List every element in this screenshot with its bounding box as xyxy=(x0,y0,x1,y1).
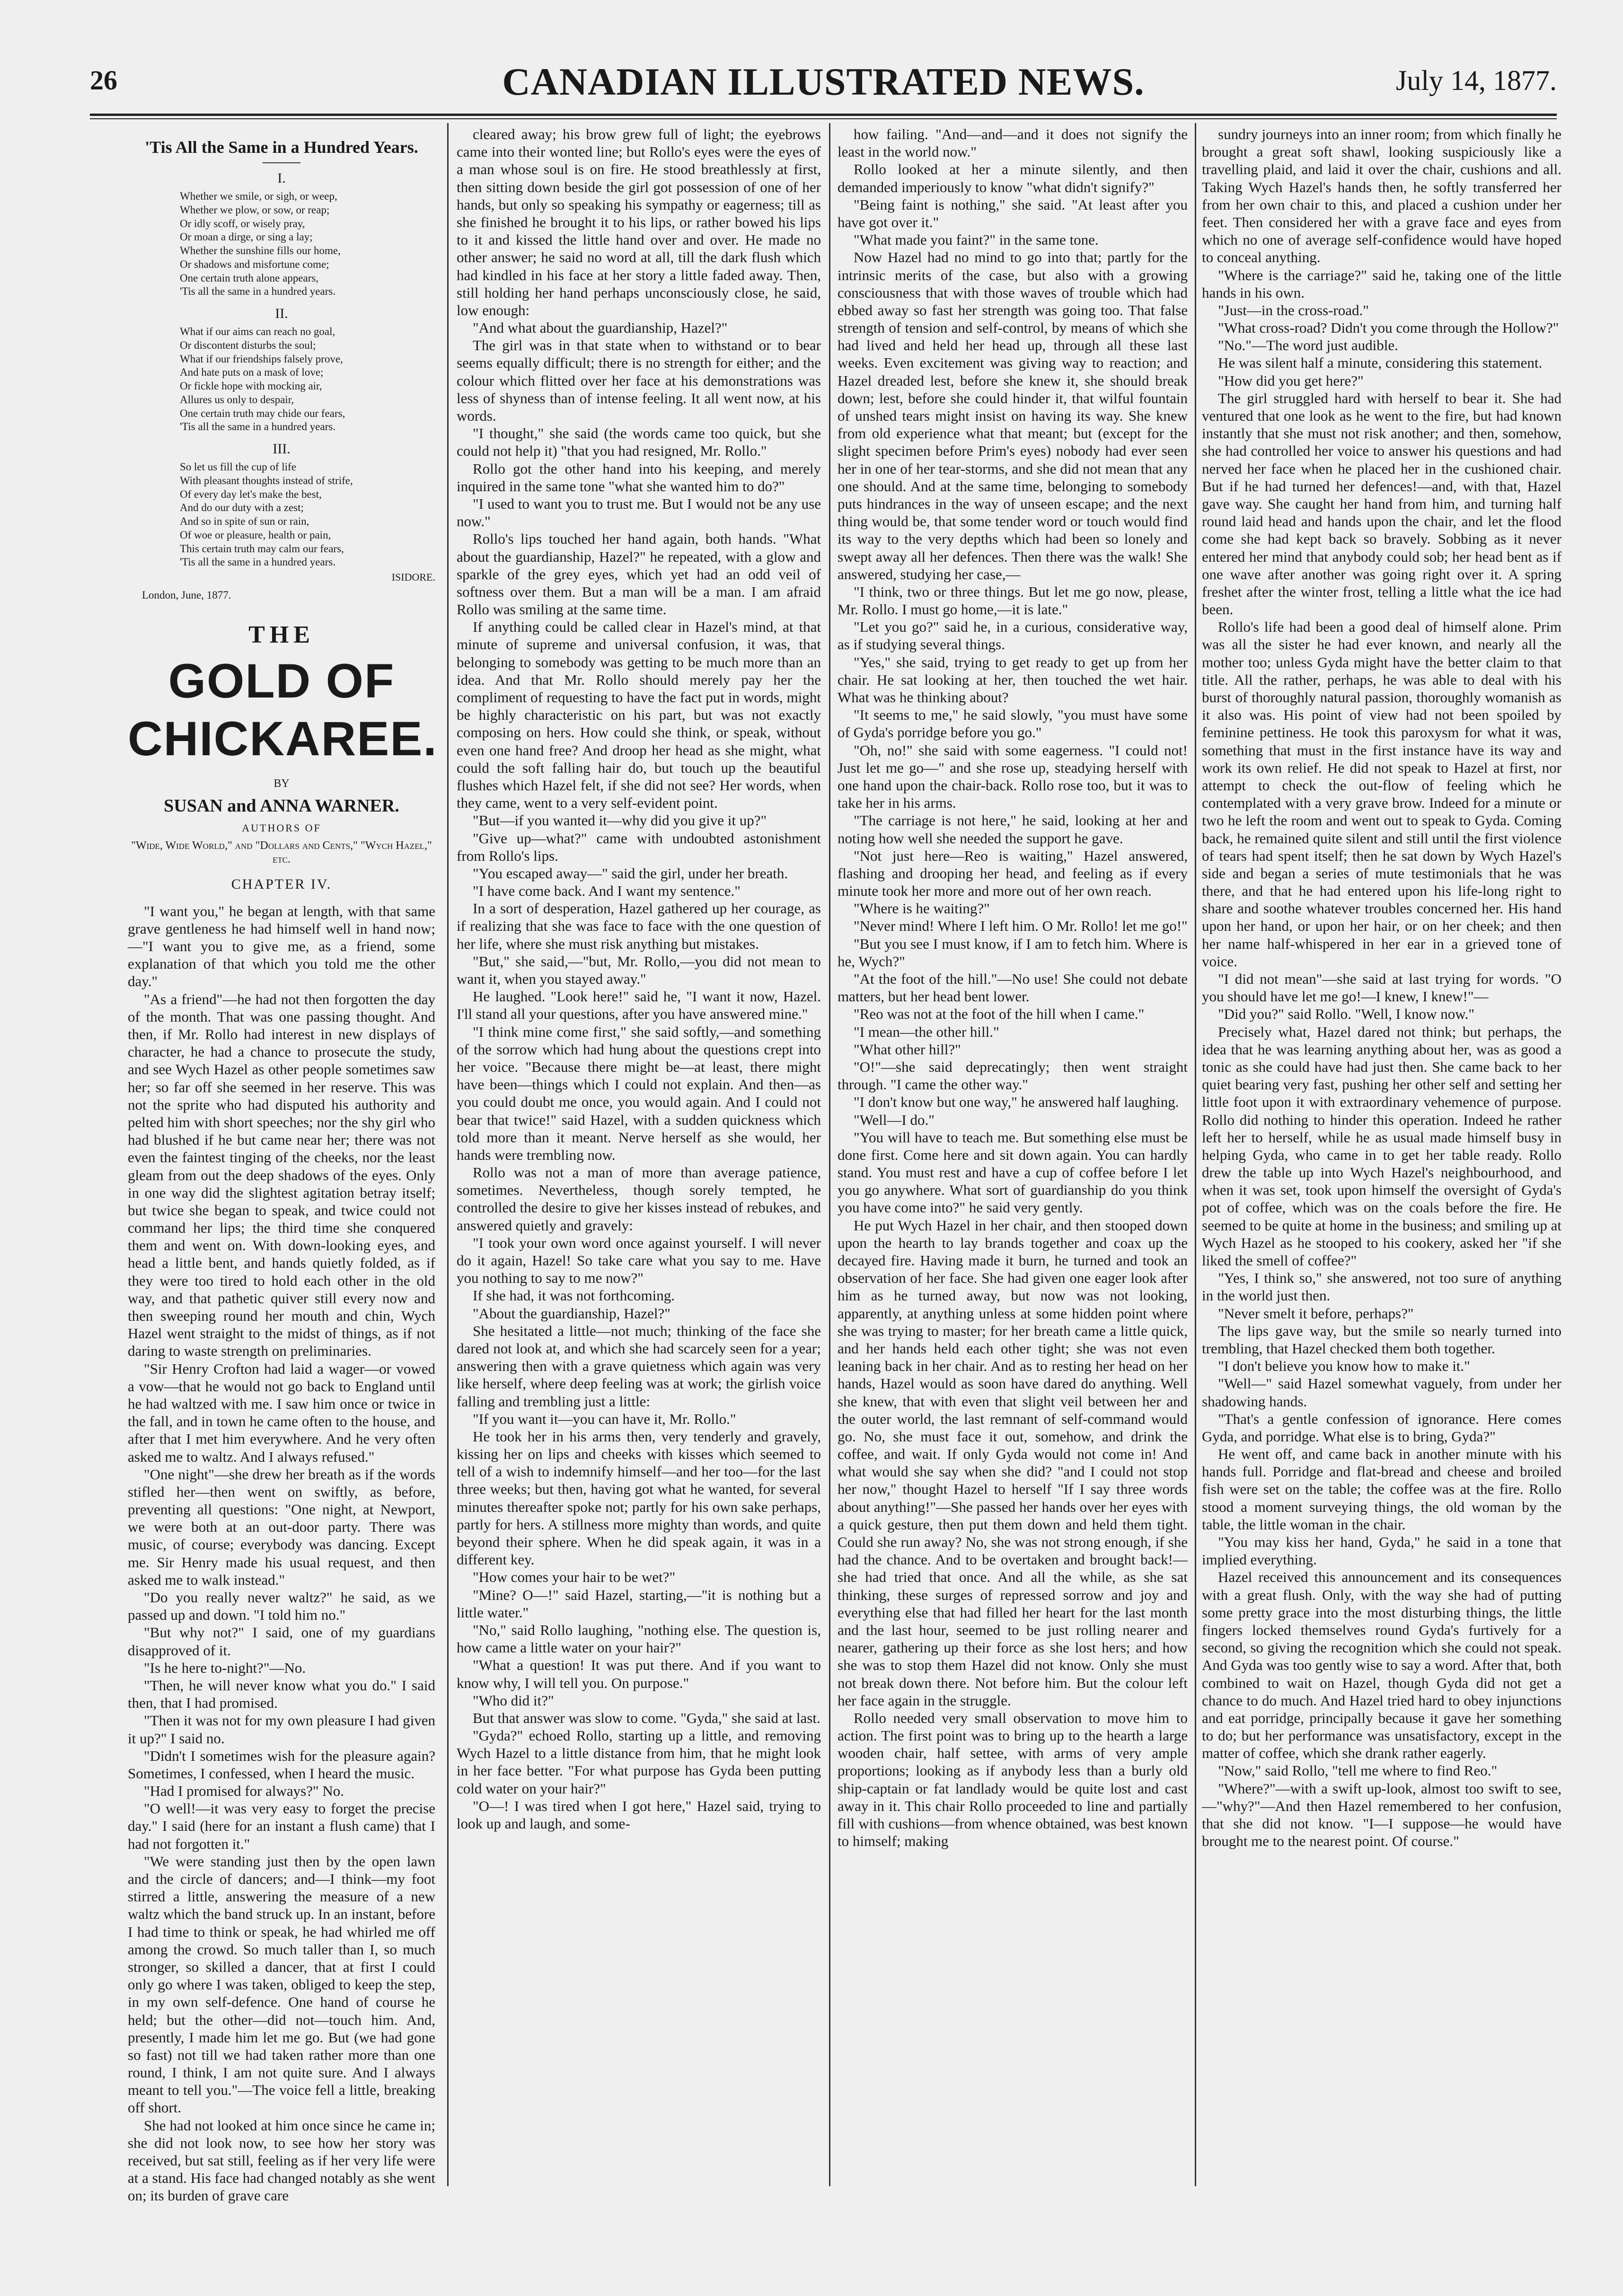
story-works: "Wide, Wide World," and "Dollars and Cents," "Wych Hazel," etc. xyxy=(131,839,432,865)
paragraph: "About the guardianship, Hazel?" xyxy=(473,1305,670,1322)
paragraph: "I thought," she said (the words came too quick, but she could not help it) "that you had resigned, Mr. Rollo." xyxy=(457,425,821,459)
column-text xyxy=(838,125,1188,1850)
story-by: BY xyxy=(273,777,290,790)
poem-line: Or shadows and misfortune come; xyxy=(180,258,329,270)
masthead-rule xyxy=(90,114,1557,116)
divider xyxy=(263,162,300,163)
poem-line: Of every day let's make the best, xyxy=(180,488,322,500)
paragraph: He was silent half a minute, considering this statement. xyxy=(1218,354,1543,371)
paragraph: He laughed. "Look here!" said he, "I want it now, Hazel. I'll stand all your questions, after you have answered mine." xyxy=(457,988,821,1023)
paragraph: If anything could be called clear in Hazel's mind, at that minute of supreme and universal confusion, it was, that belonging to somebody was getting to be much more than an idea. And that Mr. Rollo should merely pay her the compliment of requesting to have the fact put in words, might be highly characteristic on his part, but was not exactly composing on hers. How could she think, or speak, without even one hand free? And droop her head as she might, what could the soft falling hair do, but touch up the beautiful flushes which Hazel felt, if she did not see? Her words, when they came, went to a very self-evident point. xyxy=(457,618,821,812)
paragraph: "I mean—the other hill." xyxy=(854,1023,999,1040)
poem-dateline: London, June, 1877. xyxy=(142,589,231,601)
poem-stanza xyxy=(180,460,435,569)
column-4 xyxy=(1202,125,1561,2189)
paragraph: "But—if you wanted it—why did you give it up?" xyxy=(473,812,767,829)
paragraph: "Didn't I sometimes wish for the pleasure again? Sometimes, I confessed, when I heard the music. xyxy=(128,1747,435,1782)
paragraph: "You escaped away—" said the girl, under her breath. xyxy=(473,865,788,882)
paragraph: Rollo was not a man of more than average patience, sometimes. Nevertheless, though sorely tempted, he controlled the desire to give her kisses instead of rebukes, and answered quietly and gravely: xyxy=(457,1164,821,1234)
paragraph: "You will have to teach me. But something else must be done first. Come here and sit down again. You can hardly stand. You must rest and have a cup of coffee before I let you go anywhere. What sort of guardianship do you think you have come into?" he said very gently. xyxy=(838,1129,1188,1216)
column-text xyxy=(1202,125,1561,1850)
paragraph: "Well—I do." xyxy=(854,1111,935,1128)
poem-line: With pleasant thoughts instead of strife, xyxy=(180,474,353,486)
poem-section-numeral: II. xyxy=(275,306,288,322)
paragraph: "Who did it?" xyxy=(473,1692,554,1709)
paragraph: He put Wych Hazel in her chair, and then stooped down upon the hearth to lay brands together and coax up the decayed fire. Having made it burn, he turned and took an observation of her face. She had given one eager look after him as he turned away, but now was not looking, apparently, at anything unless at some hidden point where she was trying to master; for her breath came a little quick, and her hands held each other tight; she was not even leaning back in her chair. And as to resting her head on her hands, Hazel would as soon have dared do anything. Well she knew, that with even that slight veil between her and the outer world, the last remnant of self-command would go. No, she must face it out, somehow, and drink the coffee, and wait. If only Gyda would not come in! And what would she say when she did? "and I could not stop her now," thought Hazel to herself "If I say three words about anything!"—She passed her hands over her eyes with a quick gesture, then put them down and held them tight. Could she run away? No, she was not strong enough, if she had the chance. And to be overtaken and brought back!—she had tried that once. And all the while, as she sat thinking, these surges of repressed sorrow and joy and everything else that had filled her heart for the last month and the last hour, seemed to be just rolling nearer and nearer, gathering up their force as she lost hers; and how she was to stop them Hazel did not know. Only she must not break down there. Not before him. But the colour left her face again in the struggle. xyxy=(838,1217,1188,1709)
paragraph: "One night"—she drew her breath as if the words stifled her—then went on swiftly, as before, preventing all questions: "One night, at Newport, we were both at an out-door party. There was music, of course; everybody was dancing. Except me. Sir Henry made his usual request, and then asked me to walk instead." xyxy=(128,1466,435,1588)
publication-title: CANADIAN ILLUSTRATED NEWS. xyxy=(502,60,1145,103)
paragraph: "Yes, I think so," she answered, not too sure of anything in the world just then. xyxy=(1202,1270,1561,1304)
paragraph: "How comes your hair to be wet?" xyxy=(473,1569,676,1586)
column-1 xyxy=(128,125,438,2204)
poem-stanza xyxy=(180,190,435,299)
paragraph: "But why not?" I said, one of my guardians disapproved of it. xyxy=(128,1624,435,1659)
paragraph: Rollo's life had been a good deal of himself alone. Prim was all the sister he had ever known, and nearly all the mother too; unless Gyda might have the better claim to that title. All the rather, perhaps, he was able to deal with his burst of thoroughly natural passion, thoroughly womanish as it also was. His point of view had not been spoiled by feminine pettiness. He took this paroxysm for what it was, something that must in the first instance have its way and work its own relief. He did not speak to Hazel at first, nor attempt to check the out-flow of feeling which he contemplated with a very grave brow. Indeed for a minute or two he left the room and went out to speak to Gyda. Coming back, he remained quite silent and still until the first violence of tears had spent itself; then he sat down by Wych Hazel's side and began a series of mute testimonials that he was there, and that he had entered upon his life-long right to share and soothe whatever troubles concerned her. His hand upon her hand, or upon her hair, or on her cheek; and then her name half-whispered in her ear in a grieved tone of voice. xyxy=(1202,618,1561,970)
paragraph: He went off, and came back in another minute with his hands full. Porridge and flat-bread and cheese and broiled fish were set on the table; the coffee was at the fire. Rollo stood a moment surveying things, the old woman by the table, the little woman in the chair. xyxy=(1202,1446,1561,1533)
poem-line: Of woe or pleasure, health or pain, xyxy=(180,529,331,541)
column-3 xyxy=(838,125,1188,2189)
paragraph: Rollo needed very small observation to move him to action. The first point was to bring up to the hearth a large wooden chair, half settee, with arms of very ample proportions; looking as if anybody less than a burly old ship-captain or fat landlady would be quite lost and cast away in it. This chair Rollo proceeded to line and partially fill with cushions—from whence obtained, was best known to himself; making xyxy=(838,1709,1188,1850)
paragraph: She had not looked at him once since he came in; she did not look now, to see how her story was received, but sat still, feeling as if her very life were at a stand. His face had changed notably as she went on; its burden of grave care xyxy=(128,2117,435,2204)
paragraph: "It seems to me," he said slowly, "you must have some of Gyda's porridge before you go." xyxy=(838,706,1188,741)
poem-line: Or fickle hope with mocking air, xyxy=(180,380,322,392)
paragraph: "O well!—it was very easy to forget the precise day." I said (here for an instant a flush came) that I had not forgotten it." xyxy=(128,1800,435,1852)
paragraph: "At the foot of the hill."—No use! She could not debate matters, but her head bent lower. xyxy=(838,971,1188,1005)
poem-line: Or discontent disturbs the soul; xyxy=(180,339,316,351)
column-divider xyxy=(829,123,830,2186)
paragraph: "Sir Henry Crofton had laid a wager—or vowed a vow—that he would not go back to England until he had waltzed with me. I saw him once or twice in the fall, and in town he came often to the house, and after that I met him everywhere. And he very often asked me to waltz. And I always refused." xyxy=(128,1360,435,1465)
paragraph: "Oh, no!" she said with some eagerness. "I could not! Just let me go—" and she rose up, steadying herself with one hand upon the chair-back. Rollo rose too, but it was to take her in his arms. xyxy=(838,742,1188,812)
chapter-heading: CHAPTER IV. xyxy=(231,876,332,892)
paragraph: "No," said Rollo laughing, "nothing else. The question is, how came a little water on your hair?" xyxy=(457,1621,821,1656)
poem-line: One certain truth alone appears, xyxy=(180,272,319,284)
poem-section-numeral: III. xyxy=(273,441,291,457)
paragraph: The girl struggled hard with herself to bear it. She had ventured that one look as he went to the fire, but had known instantly that she must not risk another; and then, somehow, she had controlled her voice to answer his questions and had nerved her face when he placed her in the cushioned chair. But if he had turned her defences!—and, with that, Hazel gave way. She caught her hand from him, and turning half round laid head and hands upon the chair, and let the flood come she had kept back so bravely. Sobbing as it never entered her mind that anybody could sob; her head bent as if one wave after another was going right over it. A spring freshet after the winter frost, telling a little what the ice had been. xyxy=(1202,389,1561,618)
paragraph: "O!"—she said deprecatingly; then went straight through. "I came the other way." xyxy=(838,1058,1188,1093)
poem-line: One certain truth may chide our fears, xyxy=(180,407,345,419)
poem-line: Whether we plow, or sow, or reap; xyxy=(180,203,330,216)
story-authors: SUSAN and ANNA WARNER. xyxy=(164,796,399,816)
paragraph: "But," she said,—"but, Mr. Rollo,—you did not mean to want it, when you stayed away." xyxy=(457,953,821,987)
paragraph: Now Hazel had no mind to go into that; partly for the intrinsic merits of the case, but also with a growing consciousness that with those waves of trouble which had ebbed away so fast her strength was going too. That false strength of tension and self-control, by means of which she had lived and held her head up, through all these last weeks. Even excitement was giving way to reaction; and Hazel dreaded lest, before she knew it, she should break down; lest, before she could hinder it, that wilful fountain of unshed tears might insist on having its way. She knew from old experience what that meant; but (except for the slight specimen before Prim's eyes) nobody had ever seen her in one of her tear-storms, and she did not mean that any one should. And at the same time, belonging to somebody puts hindrances in the way of unseen escape; and the next thing would be, that some tender word or touch would find its way to the very depths which had been so lonely and swept away all her defences. Then there was the walk! She answered, studying her case,— xyxy=(838,249,1188,583)
paragraph: "As a friend"—he had not then forgotten the day of the month. That was one passing thought. And then, if Mr. Rollo had interest in new displays of character, he had a chance to prosecute the study, and see Wych Hazel as other people sometimes saw her; so far off she seemed in her reserve. This was not the sprite who had disputed his authority and pelted him with short speeches; nor the shy girl who had blushed if he but came near her; there was not even the faintest tinging of the cheeks, nor the least gleam from out the deep shadows of the eyes. Only in one way did the slightest agitation betray itself; but twice she began to speak, and twice could not command her lips; the third time she conquered them and went on. With down-looking eyes, and head a little bent, and hands quietly folded, as if they were too tired to hold each other in the old way, and that pathetic quiver still every now and then sweeping round her mouth and chin, Wych Hazel went straight to the midst of things, as if not daring to waste strength on preliminaries. xyxy=(128,990,435,1360)
paragraph: "I don't know but one way," he answered half laughing. xyxy=(854,1094,1179,1111)
column-text xyxy=(128,902,435,2205)
paragraph: The girl was in that state when to withstand or to bear seems equally difficult; there is no strength for either; and the colour which flitted over her face at his demonstrations was less of shyness than of intense feeling. It all went now, at his words. xyxy=(457,337,821,424)
paragraph: But that answer was slow to come. "Gyda," she said at last. xyxy=(473,1709,820,1726)
paragraph: "Had I promised for always?" No. xyxy=(144,1783,344,1800)
poem-line: So let us fill the cup of life xyxy=(180,461,296,473)
paragraph: "Where?"—with a swift up-look, almost too swift to see,—"why?"—And then Hazel remembered to her confusion, that she did not know. "I—I suppose—he would have brought me to the nearest point. Of course." xyxy=(1202,1780,1561,1850)
paragraph: "Then, he will never know what you do." I said then, that I had promised. xyxy=(128,1677,435,1712)
poem-line: 'Tis all the same in a hundred years. xyxy=(180,556,336,568)
poem-line: Allures us only to despair, xyxy=(180,393,294,406)
poem-line: What if our friendships falsely prove, xyxy=(180,353,343,365)
paragraph: "That's a gentle confession of ignorance. Here comes Gyda, and porridge. What else is to bring, Gyda?" xyxy=(1202,1410,1561,1445)
masthead xyxy=(90,56,1557,108)
paragraph: In a sort of desperation, Hazel gathered up her courage, as if realizing that she was face to face with the one question of her life, where she must risk anything but mistakes. xyxy=(457,900,821,952)
story-the: THE xyxy=(248,621,315,649)
paragraph: "I don't believe you know how to make it." xyxy=(1218,1358,1470,1375)
paragraph: "Being faint is nothing," she said. "At least after you have got over it." xyxy=(838,196,1188,230)
paragraph: cleared away; his brow grew full of light; the eyebrows came into their wonted line; but Rollo's eyes were the eyes of a man whose soul is on fire. He stood breathlessly at first, then sitting down beside the girl got possession of one of her hands, but only so speaking his sympathy or eagerness; till as she finished he brought it to his lips, or rather bowed his lips to it and kissed the little hand over and over. He made no other answer; he said no word at all, till the dark flush which had kindled in his face at her story a little faded away. Then, still holding her hand perhaps unconsciously close, he said, low enough: xyxy=(457,126,821,318)
paragraph: "I took your own word once against yourself. I will never do it again, Hazel! So take care what you say to me. Have you nothing to say to me now?" xyxy=(457,1234,821,1287)
poem-line: Whether we smile, or sigh, or weep, xyxy=(180,190,337,203)
paragraph: Rollo got the other hand into his keeping, and merely inquired in the same tone "what she wanted him to do?" xyxy=(457,460,821,495)
paragraph: "Gyda?" echoed Rollo, starting up a little, and removing Wych Hazel to a little distance from him, that he might look in her face better. "For what purpose has Gyda been putting cold water on your hair?" xyxy=(457,1727,821,1797)
paragraph: He took her in his arms then, very tenderly and gravely, kissing her on lips and cheeks with kisses which seemed to tell of a wish to indemnify himself—and her too—for the last three weeks; but then, having got what he wanted, for several minutes thereafter spoke not; partly for his own sake perhaps, partly for hers. A stillness more mighty than words, and quite beyond their sphere. When he did speak again, it was in a different key. xyxy=(457,1428,821,1568)
story-title: GOLD OF CHICKAREE. xyxy=(128,653,438,766)
paragraph: "I think, two or three things. But let me go now, please, Mr. Rollo. I must go home,—it is late." xyxy=(838,583,1188,618)
page-number: 26 xyxy=(90,65,117,96)
poem-line: 'Tis all the same in a hundred years. xyxy=(180,421,336,433)
poem-stanza xyxy=(180,325,435,434)
paragraph: "Not just here—Reo is waiting," Hazel answered, flashing and drooping her head, and feeling as if every minute took her more and more out of her own reach. xyxy=(838,847,1188,900)
paragraph: how failing. "And—and—and it does not signify the least in the world now." xyxy=(838,126,1188,160)
poem-sections xyxy=(128,170,435,569)
paragraph: Hazel received this announcement and its consequences with a great flush. Only, with the way she had of putting some pretty grace into the most disturbing things, the little fingers locked themselves round Gyda's furtively for a second, so giving the recognition which she could not speak. And Gyda was too gently wise to say a word. After that, both combined to wait on Hazel, though Gyda did not get a chance to do much. And Hazel tried hard to obey injunctions and eat porridge, principally because it gave her something to do; but her performance was unsatisfactory, except in the matter of coffee, which she drank rather eagerly. xyxy=(1202,1569,1561,1762)
paragraph: "Now," said Rollo, "tell me where to find Reo." xyxy=(1218,1762,1498,1779)
poem-line: And so in spite of sun or rain, xyxy=(180,515,309,528)
paragraph: "Then it was not for my own pleasure I had given it up?" I said no. xyxy=(128,1712,435,1747)
story-heading xyxy=(128,620,438,893)
paragraph: The lips gave way, but the smile so nearly turned into trembling, that Hazel checked them both together. xyxy=(1202,1322,1561,1357)
paragraph: Precisely what, Hazel dared not think; but perhaps, the idea that he was learning anything about her, was as good a tonic as she could have had just then. She came back to her quiet bearing very fast, pushing her other self and setting her little foot upon it with extraordinary vehemence of purpose. Rollo did nothing to hinder this operation. Indeed he rather left her to herself, while he as usual made himself busy in helping Gyda, who came in to get her table ready. Rollo drew the table up into Wych Hazel's neighbourhood, and when it was set, took upon himself the oversight of Gyda's pot of coffee, which was on the coals before the fire. He seemed to be quite at home in the business; and smiling up at Wych Hazel as he stooped to his cookery, asked her "if she liked the smell of coffee?" xyxy=(1202,1023,1561,1269)
poem-line: And do our duty with a zest; xyxy=(180,502,304,514)
paragraph: If she had, it was not forthcoming. xyxy=(473,1287,675,1304)
paragraph: Rollo's lips touched her hand again, both hands. "What about the guardianship, Hazel?" he repeated, with a glow and sparkle of the grey eyes, which yet had an odd veil of softness over them. But a man will be a man. I am afraid Rollo was smiling at the same time. xyxy=(457,530,821,618)
paragraph: "And what about the guardianship, Hazel?" xyxy=(473,319,728,336)
poem-section-numeral: I. xyxy=(277,170,286,186)
paragraph: She hesitated a little—not much; thinking of the face she dared not look at, and which she had scarcely seen for a year; answering then with a grave quietness which again was very like herself, where deep feeling was at work; the girlish voice falling and trembling just a little: xyxy=(457,1322,821,1410)
paragraph: "Just—in the cross-road." xyxy=(1218,301,1369,318)
paragraph: "Never mind! Where I left him. O Mr. Rollo! let me go!" xyxy=(854,918,1188,935)
paragraph: "I think mine come first," she said softly,—and something of the sorrow which had hung about the questions crept into her voice. "Because there might be—at least, there might have been—things which I could not explain. And then—as you could doubt me once, you would again. And I could not bear that twice!" said Hazel, with a sudden quickness which told more than it meant. Nerve herself as she would, her hands were trembling now. xyxy=(457,1023,821,1163)
paragraph: "I used to want you to trust me. But I would not be any use now." xyxy=(457,495,821,530)
paragraph: "If you want it—you can have it, Mr. Rollo." xyxy=(473,1410,736,1427)
paragraph: "How did you get here?" xyxy=(1218,372,1364,389)
paragraph: Rollo looked at her a minute silently, and then demanded imperiously to know "what didn't signify?" xyxy=(838,161,1188,195)
poem-line: This certain truth may calm our fears, xyxy=(180,542,344,555)
paragraph: "Reo was not at the foot of the hill when I came." xyxy=(854,1006,1145,1023)
paragraph: "But you see I must know, if I am to fetch him. Where is he, Wych?" xyxy=(838,935,1188,970)
story-authors-of: AUTHORS OF xyxy=(242,821,321,834)
poem-line: Or idly scoff, or wisely pray, xyxy=(180,217,305,230)
column-divider xyxy=(1195,123,1196,2186)
paragraph: "Is he here to-night?"—No. xyxy=(144,1659,306,1676)
poem-line: Or moan a dirge, or sing a lay; xyxy=(180,231,313,243)
paragraph: sundry journeys into an inner room; from which finally he brought a great soft shawl, looking suspiciously like a travelling plaid, and laid it over the chair, cushions and all. Taking Wych Hazel's hands then, he softly transferred her from her own chair to this, and placed a cushion under her feet. Then considered her with a grave face and eyes from which no one of average self-confidence would have hoped to conceal anything. xyxy=(1202,126,1561,266)
paragraph: "Never smelt it before, perhaps?" xyxy=(1218,1305,1414,1322)
paragraph: "Mine? O—!" said Hazel, starting,—"it is nothing but a little water." xyxy=(457,1586,821,1621)
paragraph: "Well—" said Hazel somewhat vaguely, from under her shadowing hands. xyxy=(1202,1375,1561,1410)
column-text xyxy=(457,125,821,1832)
paragraph: "Do you really never waltz?" he said, as we passed up and down. "I told him no." xyxy=(128,1589,435,1624)
poem xyxy=(128,137,435,601)
paragraph: "You may kiss her hand, Gyda," he said in a tone that implied everything. xyxy=(1202,1534,1561,1568)
poem-title: 'Tis All the Same in a Hundred Years. xyxy=(145,138,418,157)
paragraph: "Give up—what?" came with undoubted astonishment from Rollo's lips. xyxy=(457,830,821,864)
column-divider xyxy=(447,123,449,2186)
paragraph: "The carriage is not here," he said, looking at her and noting how well she needed the support he gave. xyxy=(838,812,1188,847)
paragraph: "No."—The word just audible. xyxy=(1218,337,1398,354)
paragraph: "I did not mean"—she said at last trying for words. "O you should have let me go!—I knew, I knew!"— xyxy=(1202,971,1561,1005)
paragraph: "Did you?" said Rollo. "Well, I know now." xyxy=(1218,1006,1475,1023)
paragraph: "Where is the carriage?" said he, taking one of the little hands in his own. xyxy=(1202,266,1561,301)
column-2 xyxy=(457,125,821,2189)
paragraph: "What cross-road? Didn't you come through the Hollow?" xyxy=(1218,319,1559,336)
paragraph: "I have come back. And I want my sentence." xyxy=(473,883,741,900)
paragraph: "O—! I was tired when I got here," Hazel said, trying to look up and laugh, and some- xyxy=(457,1797,821,1832)
paragraph: "Let you go?" said he, in a curious, considerative way, as if studying several things. xyxy=(838,618,1188,653)
paragraph: "We were standing just then by the open lawn and the circle of dancers; and—I think—my foot stirred a little, answering the measure of a new waltz which the band struck up. In an instant, before I had time to think or speak, he had whirled me off among the crowd. So much taller than I, so much stronger, so skilled a dancer, that at first I could only go where I was taken, obliged to keep the step, in my own self-defence. One hand of course he held; but the other—did not—touch him. And, presently, I made him let me go. But (we had gone so fast) not till we had taken rather more than one round, I think, I am not quite sure. And I always meant to tell you."—The voice fell a little, breaking off short. xyxy=(128,1853,435,2116)
paragraph: "What a question! It was put there. And if you want to know why, I will tell you. On purpose." xyxy=(457,1657,821,1691)
paragraph: "What made you faint?" in the same tone. xyxy=(854,231,1099,248)
poem-line: 'Tis all the same in a hundred years. xyxy=(180,285,336,298)
poem-line: What if our aims can reach no goal, xyxy=(180,326,335,338)
masthead-rule-thin xyxy=(90,118,1557,119)
paragraph: "I want you," he began at length, with that same grave gentleness he had himself well in hand now;—"I want you to give me, as a friend, some explanation of that which you told me the other day." xyxy=(128,902,435,990)
paragraph: "What other hill?" xyxy=(854,1041,961,1058)
issue-date: July 14, 1877. xyxy=(1395,65,1557,96)
poem-line: Whether the sunshine fills our home, xyxy=(180,245,341,257)
paragraph: "Where is he waiting?" xyxy=(854,900,990,917)
poem-signature: ISIDORE. xyxy=(391,571,435,583)
poem-line: And hate puts on a mask of love; xyxy=(180,366,324,379)
paragraph: "Yes," she said, trying to get ready to get up from her chair. He sat looking at her, then touched the wet hair. What was he thinking about? xyxy=(838,653,1188,706)
